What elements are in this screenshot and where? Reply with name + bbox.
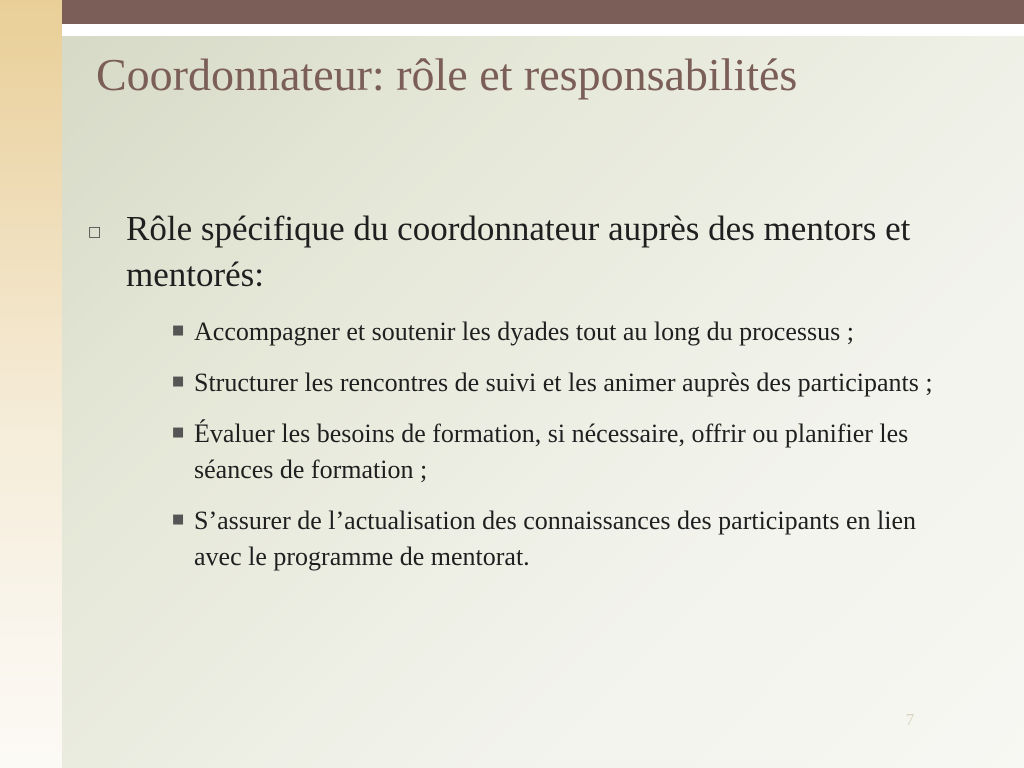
filled-square-bullet-icon: ■	[172, 374, 185, 389]
page-number: 7	[905, 710, 915, 729]
top-bar-divider	[62, 24, 1024, 36]
sub-bullet-item	[172, 365, 968, 401]
sub-bullet-text: Structurer les rencontres de suivi et les animer auprès des participants ;	[194, 368, 933, 397]
sub-bullet-item	[172, 416, 968, 488]
main-bullet-text: Rôle spécifique du coordonnateur auprès des mentors et mentorés:	[126, 209, 911, 294]
left-accent-strip	[0, 0, 62, 768]
main-bullet-point	[88, 206, 968, 298]
sub-bullet-text: Accompagner et soutenir les dyades tout au long du processus ;	[194, 317, 854, 346]
sub-bullet-list	[88, 314, 968, 575]
slide-body	[88, 206, 968, 590]
filled-square-bullet-icon: ■	[172, 512, 185, 527]
top-accent-bar	[62, 0, 1024, 24]
sub-bullet-item	[172, 503, 968, 575]
sub-bullet-text: Évaluer les besoins de formation, si nécessaire, offrir ou planifier les séances de formation ;	[194, 419, 909, 484]
hollow-square-bullet-icon: □	[88, 224, 102, 240]
filled-square-bullet-icon: ■	[172, 425, 185, 440]
sub-bullet-text: S’assurer de l’actualisation des connaissances des participants en lien avec le programme de mentorat.	[194, 506, 916, 571]
sub-bullet-item	[172, 314, 968, 350]
filled-square-bullet-icon: ■	[172, 323, 185, 338]
slide-title: Coordonnateur: rôle et responsabilités	[96, 49, 798, 100]
